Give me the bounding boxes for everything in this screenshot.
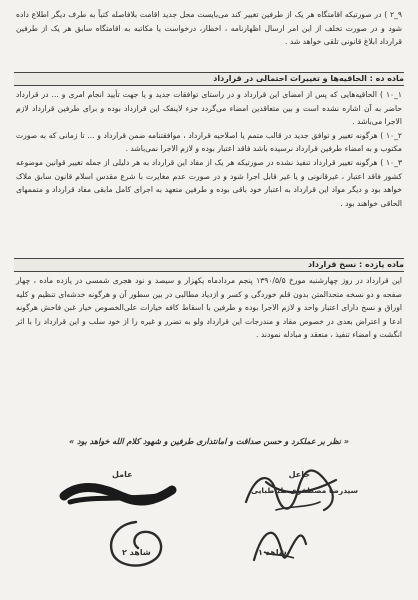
section-10-title: ماده ده : الحاقیه‌ها و تغییرات احتمالی در قرارداد (14, 72, 404, 86)
section-11-title: ماده یازده : نسخ قرارداد (14, 258, 404, 272)
left-signer-label: عامل (112, 470, 133, 479)
right-signer-name: سیدرضا مصطفوی طباطبایی (251, 486, 358, 495)
right-signature-mark (236, 462, 346, 522)
closing-statement: « نظر بر عملکرد و حسن صداقت و امانتداری طرفین و شهود کلام الله خواهد بود » (68, 437, 349, 446)
clause-10-1: ۱_۱۰ ) الحاقیه‌هایی که پس از امضای این قرارداد و در راستای توافقات جدید و یا جهت تأیید انجام امری و ... در قرارداد حاضر به آن اشاره نشده است و بین متعاقدین امضاء می‌گردد جزء لاینفک این قرارداد بوده و برای طرفین قرارداد لازم الاجرا می‌باشد . (16, 90, 402, 127)
clause-9-2-text: ۹_۲ ) در صورتیکه اقامتگاه هر یک از طرفین تغییر کند می‌بایست محل جدید اقامت بلافاصله کتباً به طرف دیگر اطلاع داده شود و در صورت تخلف از این امر ارسال اظهارنامه ، اخطار، درخواست یا مکاتبه به اقامتگاه سابق هر یک از طرفین قرارداد ابلاغ قانونی تلقی خواهد شد . (16, 10, 402, 47)
witness-1-label: شاهد ۱ (258, 548, 287, 557)
clause-11: این قرارداد در روز چهارشنبه مورخ ۱۳۹۰/۵/۵ پنجم مردادماه یکهزار و سیصد و نود هجری شمسی در یازده ماده ، چهار صفحه و دو نسخه متحدالمتن بدون قلم خوردگی و کسر و ازدیاد مطالبی در بین سطور آن و هرگونه خدشه‌ای تنظیم و کلیه اوراق و نسخ دارای اعتبار واحد و لازم الاجرا بوده و طرفین با اسقاط کافه خیارات علی‌الخصوص خیار غبن فاحش هرگونه ادعا و اعتراض بعدی در خصوص مفاد و مندرجات این قرارداد ولو به تضرر و غیره را از خود سلب و این قرارداد را با اثر انگشت و امضاء تنفیذ ، منعقد و مبادله نمودند . (16, 276, 402, 340)
section-11-body (16, 274, 402, 342)
witness-2-signature (96, 516, 176, 576)
section-10-body (16, 88, 402, 210)
left-signature-redaction (58, 476, 178, 512)
clause-10-2: ۲_۱۰ ) هرگونه تغییر و توافق جدید در قالب متمم یا اصلاحیه قرارداد ، موافقتنامه ضمن قرارداد و ... تا زمانی که به صورت مکتوب و به امضاء طرفین قرارداد نرسیده باشد فاقد اعتبار بوده و لازم الاجرا نمی‌باشد . (16, 130, 402, 154)
clause-10-3: ۳_۱۰ ) هرگونه تغییر قرارداد تنفیذ نشده در صورتیکه هر یک از مفاد این قرارداد به هر دلیلی از جمله تغییر قوانین موضوعه کشور فاقد اعتبار ، غیرقانونی و یا غیر قابل اجرا شود و در صورت عدم مغایرت با شرع مقدس اسلام قانون سابق ملاک خواهد بود و دیگر مواد این قرارداد به اعتبار خود باقی بوده و طرفین متعهد به اجرای کامل مابقی مفاد قرارداد و متممهای الحاقی خواهند بود . (16, 157, 402, 208)
right-signer-label: جاعل (288, 470, 310, 479)
clause-9-2 (16, 8, 402, 49)
witness-2-label: شاهد ۲ (122, 548, 151, 557)
